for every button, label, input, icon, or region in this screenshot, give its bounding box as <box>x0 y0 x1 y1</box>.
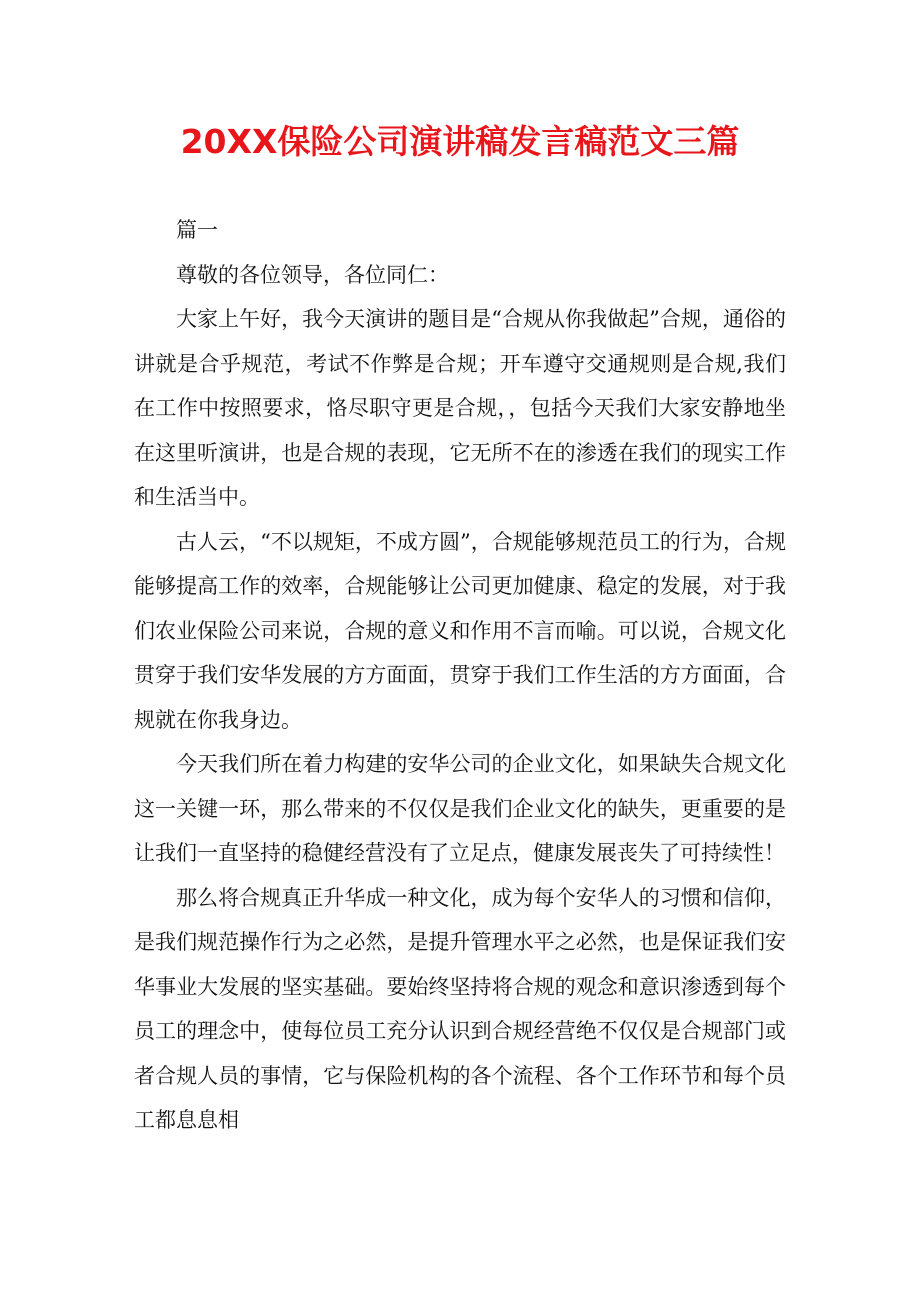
document-body <box>134 208 786 1143</box>
section-label: 篇一 <box>176 218 218 242</box>
paragraph-3: 今天我们所在着力构建的安华公司的企业文化，如果缺失合规文化这一关键一环，那么带来的不仅仅是我们企业文化的缺失，更重要的是让我们一直坚持的稳健经营没有了立足点，健康发展丧失了可持续性！ <box>134 752 786 865</box>
paragraph-2: 古人云，“不以规矩，不成方圆”，合规能够规范员工的行为，合规能够提高工作的效率，合规能够让公司更加健康、稳定的发展，对于我们农业保险公司来说，合规的意义和作用不言而喻。可以说，合规文化贯穿于我们安华发展的方方面面，贯穿于我们工作生活的方方面面，合规就在你我身边。 <box>134 529 786 732</box>
greeting-line: 尊敬的各位领导，各位同仁： <box>176 262 449 287</box>
document-title: 20XX保险公司演讲稿发言稿范文三篇 <box>180 122 740 161</box>
paragraph-4: 那么将合规真正升华成一种文化，成为每个安华人的习惯和信仰，是我们规范操作行为之必然，是提升管理水平之必然，也是保证我们安华事业大发展的坚实基础。要始终坚持将合规的观念和意识渗透到每个员工的理念中，使每位员工充分认识到合规经营绝不仅仅是合规部门或者合规人员的事情，它与保险机构的各个流程、各个工作环节和每个员工都息息相 <box>134 885 786 1132</box>
paragraph-1: 大家上午好，我今天演讲的题目是“合规从你我做起”合规，通俗的讲就是合乎规范，考试不作弊是合规；开车遵守交通规则是合规,我们在工作中按照要求，恪尽职守更是合规，，包括今天我们大家安静地坐在这里听演讲，也是合规的表现，它无所不在的渗透在我们的现实工作和生活当中。 <box>134 307 786 509</box>
